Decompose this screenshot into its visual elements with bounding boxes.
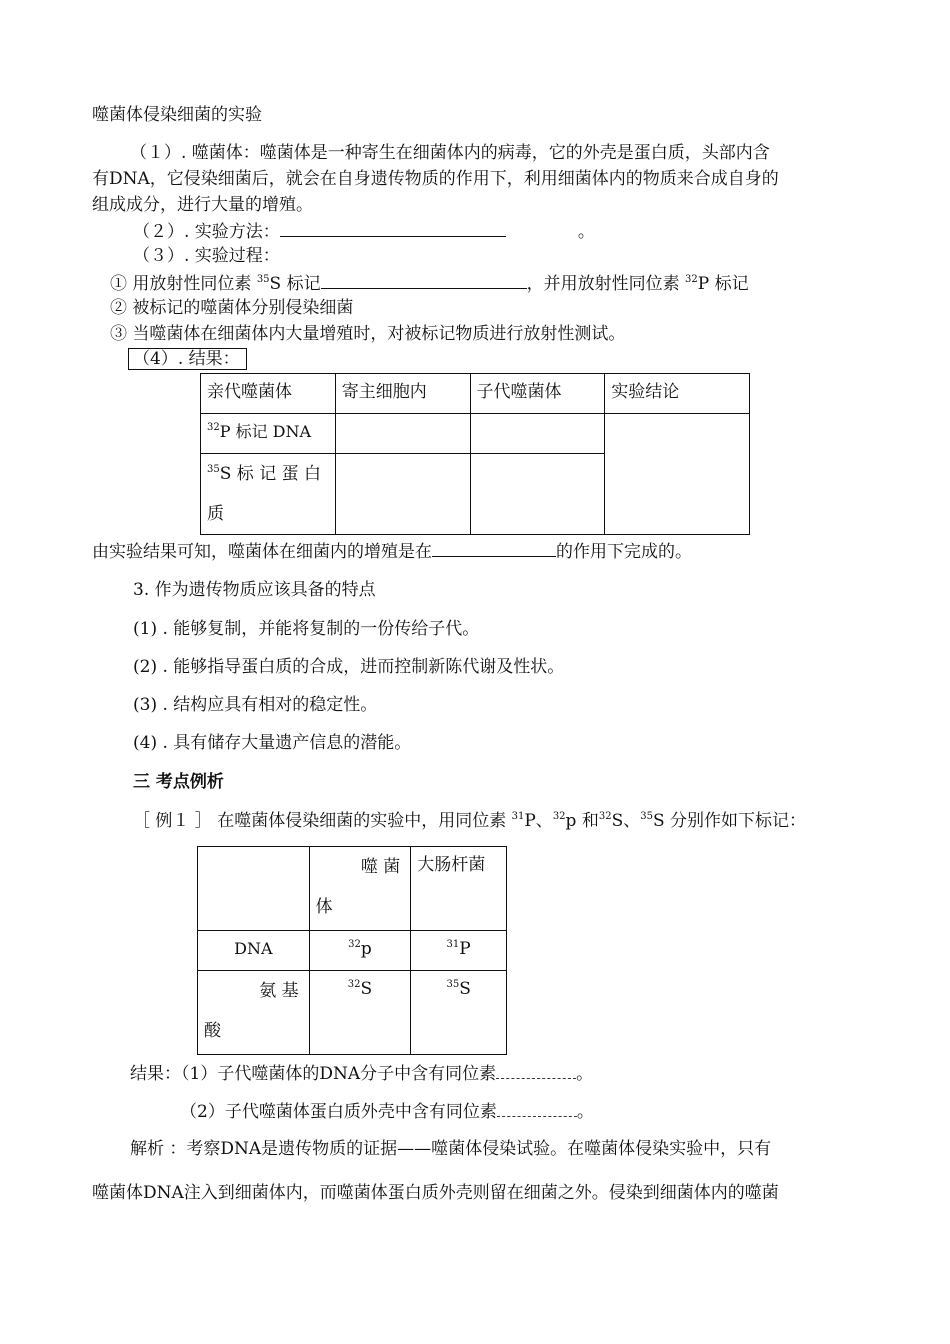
process-step2: ② 被标记的噬菌体分别侵染细菌 <box>110 298 354 318</box>
aminoacid-text-a: 氨 基 <box>259 981 299 1001</box>
aminoacid-text-b: 酸 <box>204 1021 221 1041</box>
analysis-line1: 解析 ：考察DNA是遗传物质的证据——噬菌体侵染试验。在噬菌体侵染实验中，只有 <box>130 1139 772 1159</box>
row-p32-host <box>335 414 470 454</box>
row-dna-label: DNA <box>198 931 310 971</box>
result-q2-blank <box>497 1098 577 1117</box>
row-s35-offspring <box>470 454 605 535</box>
aminoacid-phage-sup: 32 <box>347 979 361 990</box>
col-ecoli-header: 大肠杆菌 <box>411 847 507 931</box>
result-q1-end: 。 <box>576 1064 594 1084</box>
paragraph-phage-line1: （１）. 噬菌体：噬菌体是一种寄生在细菌体内的病毒，它的外壳是蛋白质，头部内含 <box>130 143 770 163</box>
row-p32-offspring <box>470 414 605 454</box>
method-line <box>133 218 595 244</box>
result-table <box>200 373 750 535</box>
list-item: (4) . 具有储存大量遗产信息的潜能。 <box>133 733 412 753</box>
paragraph-phage-line2: 有DNA，它侵染细菌后，就会在自身遗传物质的作用下，利用细菌体内的物质来合成自身的 <box>92 169 779 189</box>
header-host-cell: 寄主细胞内 <box>335 374 470 414</box>
method-blank <box>280 218 506 237</box>
example-text-a: ［ 例１ ］ 在噬菌体侵染细菌的实验中，用同位素 <box>133 811 512 831</box>
dna-ecoli-cell <box>411 931 507 971</box>
process-label: （３）. 实验过程： <box>133 246 280 266</box>
row-p32-label <box>201 414 336 454</box>
process-step1 <box>110 270 749 296</box>
row-s35-label <box>201 454 336 535</box>
method-label: （２）. 实验方法： <box>133 222 280 242</box>
row-s35-text-a: S 标 记 蛋 白 <box>219 464 321 484</box>
aminoacid-phage-cell <box>309 971 411 1055</box>
list-item: (1) . 能够复制，并能将复制的一份传给子代。 <box>133 619 480 639</box>
paragraph-phage-line3: 组成成分，进行大量的增殖。 <box>92 195 313 215</box>
table-row <box>198 931 507 971</box>
result-q1-blank <box>496 1060 576 1079</box>
conclusion-cell <box>605 414 750 535</box>
example-table <box>197 846 507 1055</box>
example-text-d: S、 <box>611 811 641 831</box>
step1-blank <box>321 270 527 289</box>
row-s35-text-b: 质 <box>207 504 224 524</box>
col-phage-text-b: 体 <box>315 897 333 917</box>
aminoacid-phage-text: S <box>360 979 373 999</box>
row-s35-sup: 35 <box>207 464 220 475</box>
row-p32-text: P 标记 DNA <box>219 422 312 441</box>
list-item: (2) . 能够指导蛋白质的合成，进而控制新陈代谢及性状。 <box>133 657 565 677</box>
part-heading: 三 考点例析 <box>133 772 224 792</box>
analysis-line2: 噬菌体DNA注入到细菌体内，而噬菌体蛋白质外壳则留在细菌之外。侵染到细菌体内的噬菌 <box>92 1183 779 1203</box>
conclusion-text-b: 的作用下完成的。 <box>556 542 692 562</box>
conclusion-text-a: 由实验结果可知，噬菌体在细菌内的增殖是在 <box>92 542 432 562</box>
method-end: 。 <box>577 222 595 242</box>
step1-text-d: P 标记 <box>697 274 749 294</box>
dna-ecoli-sup: 31 <box>446 939 460 950</box>
table-row <box>198 971 507 1055</box>
document-title: 噬菌体侵染细菌的实验 <box>92 105 262 125</box>
dna-phage-text: p <box>360 939 372 959</box>
example-text-e: S 分别作如下标记： <box>652 811 807 831</box>
example-text-b: P、 <box>524 811 553 831</box>
conclusion-blank <box>432 538 556 557</box>
section3-heading: 3. 作为遗传物质应该具备的特点 <box>133 580 376 600</box>
conclusion-sentence <box>92 538 692 564</box>
table-row <box>198 847 507 931</box>
step1-sup-32: 32 <box>685 274 698 285</box>
aminoacid-ecoli-cell <box>411 971 507 1055</box>
step1-text-a: ① 用放射性同位素 <box>110 274 257 294</box>
step1-text-b: S 标记 <box>269 274 321 294</box>
list-item: (3) . 结构应具有相对的稳定性。 <box>133 695 378 715</box>
result-heading <box>128 347 247 371</box>
table-row <box>201 414 750 454</box>
row-p32-sup: 32 <box>207 422 220 433</box>
result-q2-end: 。 <box>576 1102 594 1122</box>
step1-sup-35: 35 <box>256 274 270 285</box>
result-question1 <box>130 1060 593 1086</box>
example-sup-32b: 32 <box>598 811 612 822</box>
example-sup-31: 31 <box>511 811 525 822</box>
header-parent-phage: 亲代噬菌体 <box>201 374 336 414</box>
dna-phage-cell <box>309 931 411 971</box>
example-sup-35: 35 <box>640 811 653 822</box>
result-q1-text: 结果：（1）子代噬菌体的DNA分子中含有同位素 <box>130 1064 497 1084</box>
result-q2-text: （2）子代噬菌体蛋白质外壳中含有同位素 <box>180 1102 497 1122</box>
result-heading-box: （4）. 结果： <box>128 348 247 370</box>
result-table-header <box>201 374 750 414</box>
aminoacid-ecoli-sup: 35 <box>446 979 460 990</box>
dna-ecoli-text: P <box>459 939 471 959</box>
empty-corner <box>198 847 310 931</box>
example-sup-32a: 32 <box>552 811 566 822</box>
dna-phage-sup: 32 <box>348 939 361 950</box>
row-aminoacid-label <box>198 971 310 1055</box>
example-question <box>133 809 806 833</box>
col-phage-header <box>309 847 411 931</box>
aminoacid-ecoli-text: S <box>459 979 471 999</box>
header-conclusion: 实验结论 <box>605 374 750 414</box>
process-step3: ③ 当噬菌体在细菌体内大量增殖时，对被标记物质进行放射性测试。 <box>110 324 626 344</box>
example-text-c: p 和 <box>565 811 599 831</box>
step1-text-c: ，并用放射性同位素 <box>526 274 686 294</box>
row-s35-host <box>335 454 470 535</box>
header-offspring-phage: 子代噬菌体 <box>470 374 605 414</box>
col-phage-text-a: 噬 菌 <box>360 857 401 877</box>
result-question2 <box>180 1098 594 1124</box>
